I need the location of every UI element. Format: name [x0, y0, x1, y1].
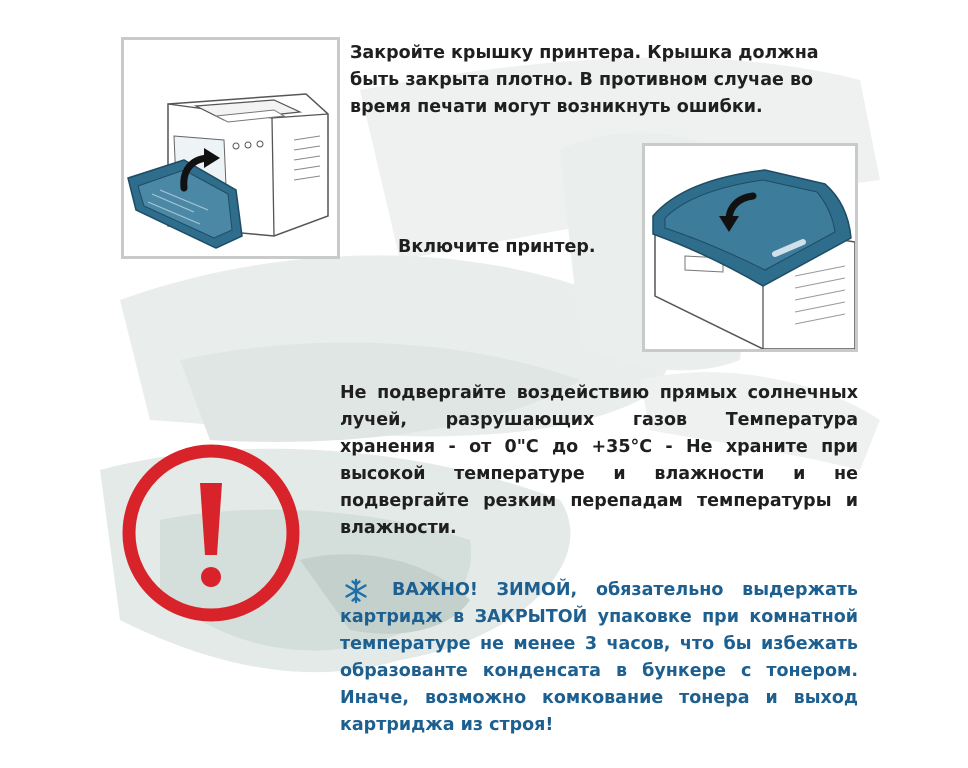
exclamation-circle-icon [121, 443, 301, 623]
power-on-text: Включите принтер. [398, 237, 596, 257]
printer-top-cover-image [645, 146, 855, 349]
winter-warning-text: ВАЖНО! ЗИМОЙ, обязательно выдержать картридж в ЗАКРЫТОЙ упаковке при комнатной температуре не менее 3 часов, что бы избежать образованте конденсата в бункере с тонером. Иначе, возможно комкование тонера и выход картриджа из строя! [340, 580, 858, 735]
close-cover-text: Закройте крышку принтера. Крышка должна быть закрыта плотно. В противном случае во время печати могут возникнуть ошибки. [350, 43, 819, 117]
printer-front-tray-image [124, 40, 337, 256]
printer-cover-illustration [642, 143, 858, 352]
storage-conditions-text: Не подвергайте воздействию прямых солнечных лучей, разрушающих газов Температура хранения - от 0"С до +35°С - Не храните при высокой температуре и влажности и не подвергайте резким перепадам температуры и влажности. [340, 383, 858, 538]
printer-tray-illustration [121, 37, 340, 259]
